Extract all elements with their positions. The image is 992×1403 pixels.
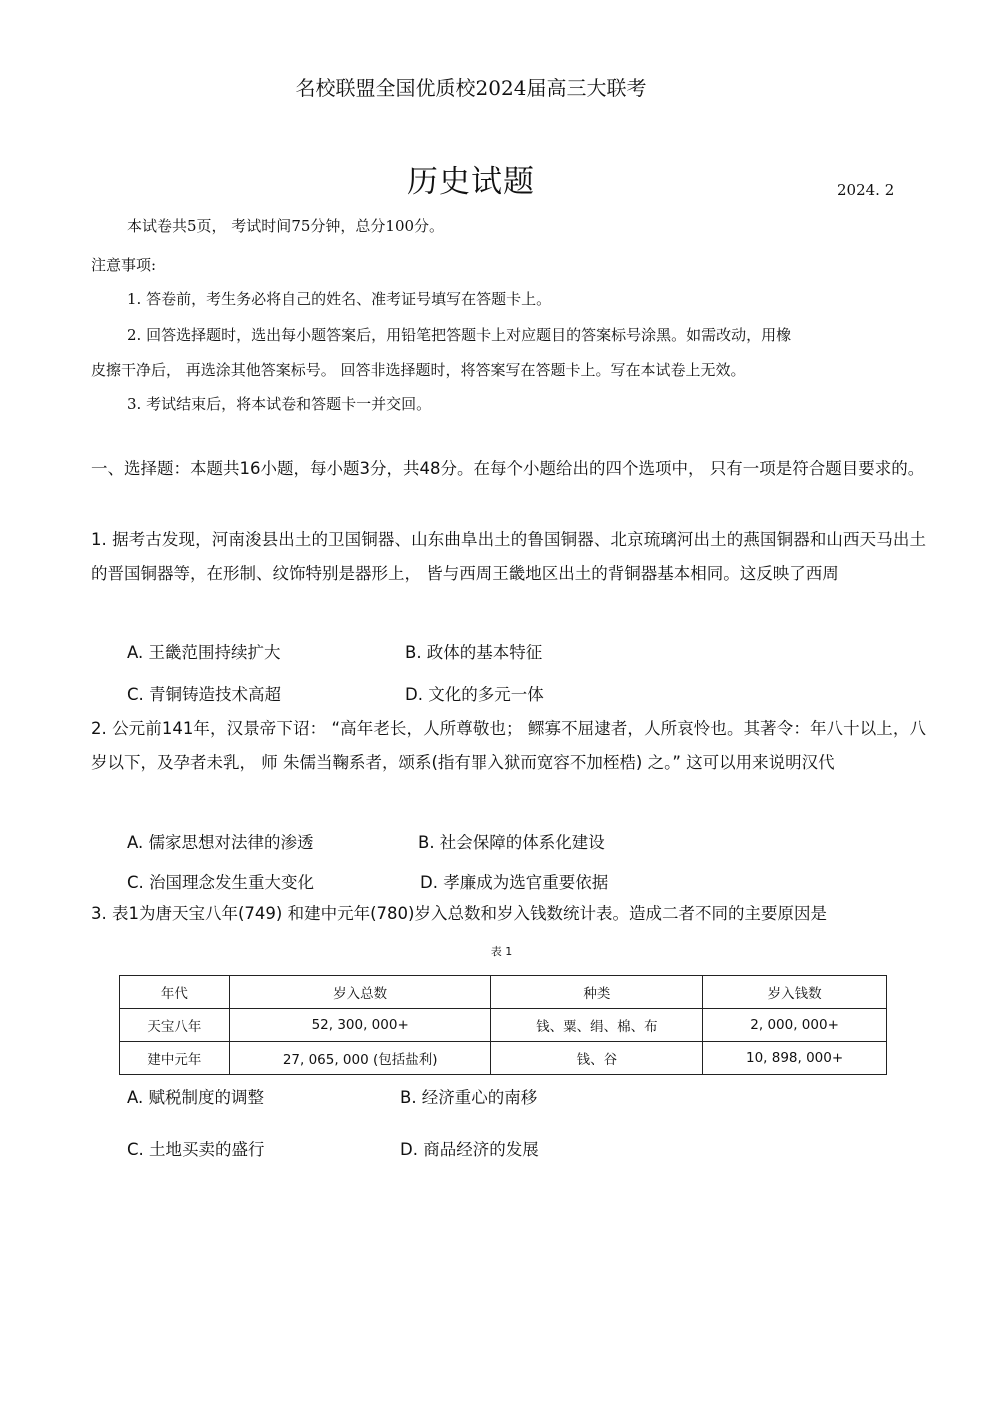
table-header-cell: 种类 [491, 976, 703, 1009]
table-cell: 钱、粟、绢、棉、布 [491, 1009, 703, 1042]
question-3-option-d: D. 商品经济的发展 [400, 1140, 539, 1159]
question-2-option-a: A. 儒家思想对法律的渗透 [127, 833, 314, 852]
table-header-cell: 年代 [120, 976, 230, 1009]
exam-name: 名校联盟全国优质校2024届高三大联考 [295, 76, 647, 100]
question-1-option-c: C. 青铜铸造技术高超 [127, 685, 282, 704]
exam-date: 2024. 2 [837, 181, 895, 199]
question-1-option-d: D. 文化的多元一体 [405, 685, 544, 704]
question-1-option-a: A. 王畿范围持续扩大 [127, 643, 281, 662]
instruction-item-1: 1. 答卷前，考生务必将自己的姓名、准考证号填写在答题卡上。 [127, 290, 552, 308]
page-title: 历史试题 [407, 164, 535, 200]
question-2-option-d: D. 孝廉成为选官重要依据 [420, 873, 609, 892]
table-cell: 钱、谷 [491, 1042, 703, 1075]
table-caption: 表 1 [490, 945, 513, 958]
question-3-option-c: C. 土地买卖的盛行 [127, 1140, 265, 1159]
table-header-cell: 岁入钱数 [703, 976, 887, 1009]
question-2-option-b: B. 社会保障的体系化建设 [418, 833, 605, 852]
question-3-option-b: B. 经济重心的南移 [400, 1088, 538, 1107]
table-row [120, 1042, 887, 1075]
table-cell: 10, 898, 000+ [703, 1042, 887, 1075]
section-heading: 一、选择题：本题共16小题，每小题3分，共48分。在每个小题给出的四个选项中， 只有一项是符合题目要求的。 [91, 459, 925, 478]
revenue-table [119, 975, 887, 1075]
question-3-stem: 3. 表1为唐天宝八年(749) 和建中元年(780)岁入总数和岁入钱数统计表。造成二者不同的主要原因是 [91, 904, 827, 923]
notice-heading: 注意事项: [91, 256, 157, 274]
table-cell: 2, 000, 000+ [703, 1009, 887, 1042]
instruction-item-2-line-1: 2. 回答选择题时，选出每小题答案后，用铅笔把答题卡上对应题目的答案标号涂黑。如需改动，用橡 [127, 326, 792, 344]
table-cell: 天宝八年 [120, 1009, 230, 1042]
question-1-stem: 1. 据考古发现，河南浚县出土的卫国铜器、山东曲阜出土的鲁国铜器、北京琉璃河出土的燕国铜器和山西天马出土的晋国铜器等，在形制、纹饰特别是器形上， 皆与西周王畿地区出土的背铜器基本相同。这反映了西周 [91, 530, 926, 583]
question-3-option-a: A. 赋税制度的调整 [127, 1088, 264, 1107]
table-cell: 27, 065, 000 (包括盐利) [229, 1042, 491, 1075]
table-header-cell: 岁入总数 [229, 976, 491, 1009]
instruction-item-2-line-2: 皮擦干净后， 再选涂其他答案标号。 回答非选择题时，将答案写在答题卡上。写在本试卷上无效。 [91, 361, 746, 379]
table-header-row [120, 976, 887, 1009]
instruction-item-3: 3. 考试结束后，将本试卷和答题卡一并交回。 [127, 395, 432, 413]
question-2-option-c: C. 治国理念发生重大变化 [127, 873, 315, 892]
table-cell: 52, 300, 000+ [229, 1009, 491, 1042]
instructions-intro: 本试卷共5页， 考试时间75分钟，总分100分。 [127, 217, 445, 235]
question-2-stem: 2. 公元前141年，汉景帝下诏： “高年老长，人所尊敬也； 鳏寡不屈逮者，人所哀怜也。其著令：年八十以上，八岁以下，及孕者未乳， 师 朱儒当鞠系者，颂系(指有罪入狱而宽容不加桎梏) 之。” 这可以用来说明汉代 [91, 719, 926, 772]
table-row [120, 1009, 887, 1042]
question-1-option-b: B. 政体的基本特征 [405, 643, 543, 662]
table-cell: 建中元年 [120, 1042, 230, 1075]
